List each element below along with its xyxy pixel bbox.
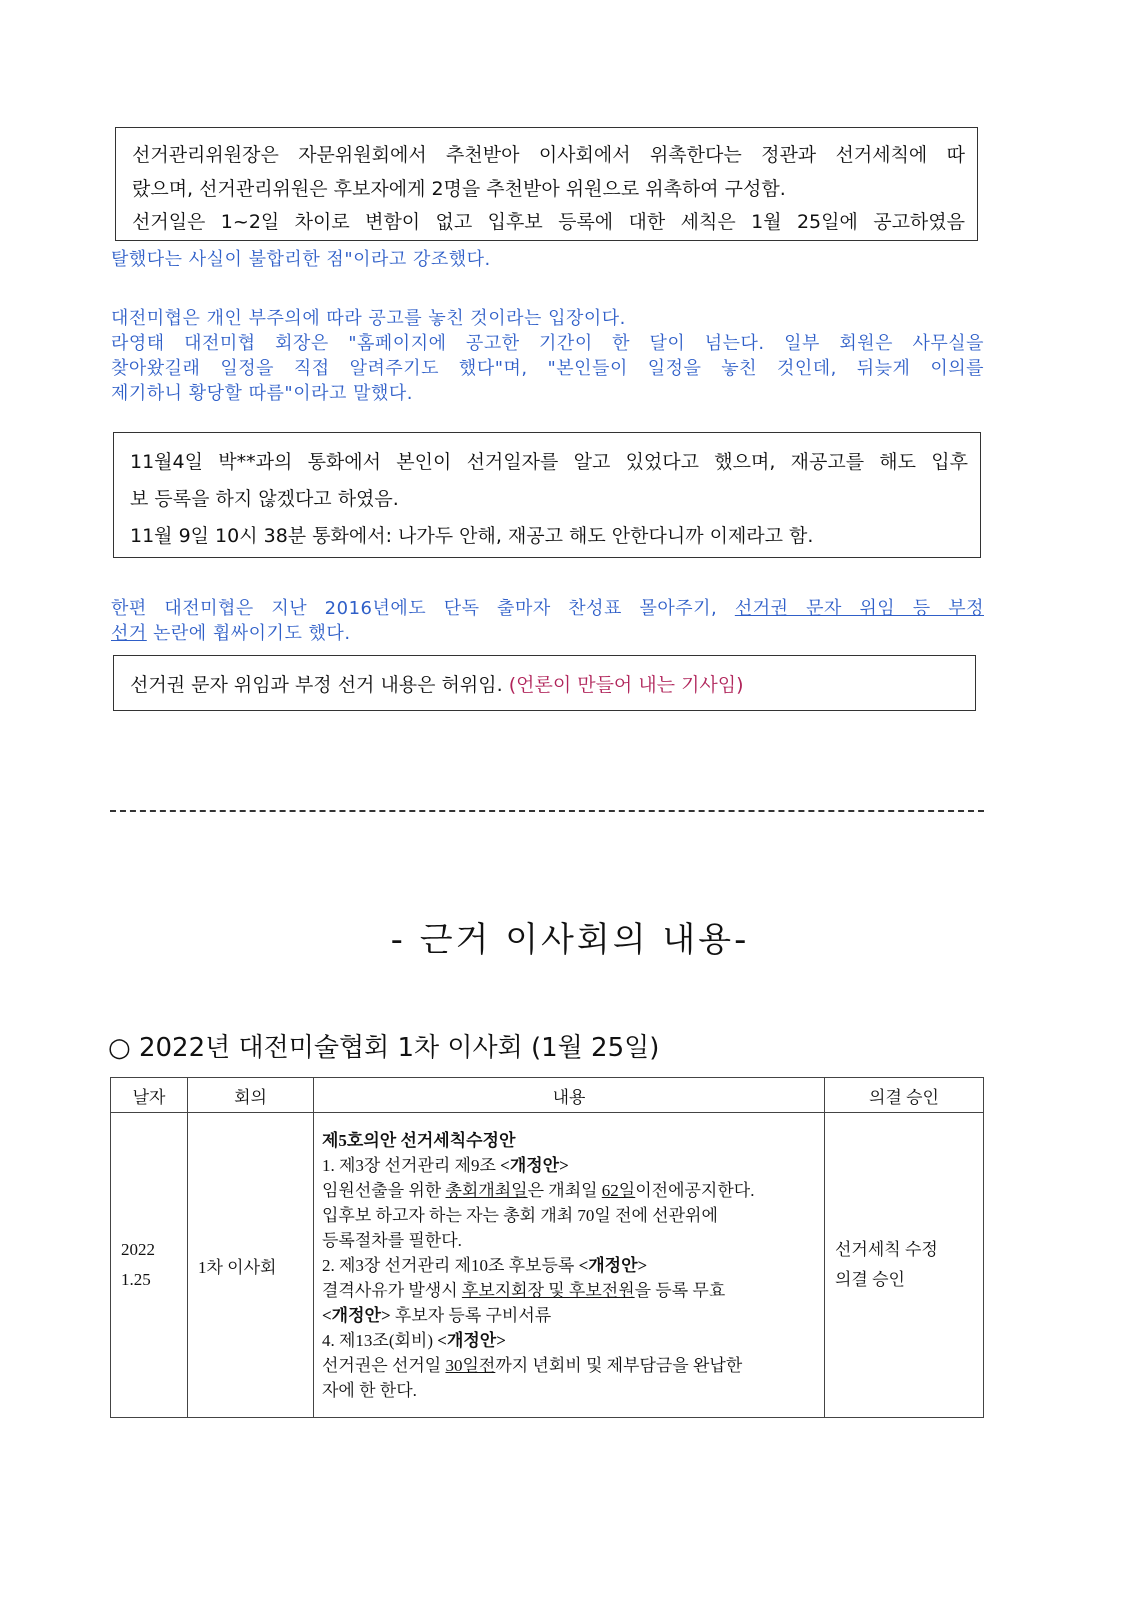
content-item-4: 4. 제13조(회비) <개정안>: [322, 1330, 506, 1350]
content-item-1-text-2: 입후보 하고자 하는 자는 총회 개최 70일 전에 선관위에: [322, 1205, 718, 1225]
article-text-3-line-2: [111, 619, 984, 645]
cell-meeting: 1차 이사회: [188, 1113, 314, 1418]
section-heading: - 근거 이사회의 내용-: [390, 920, 750, 960]
date-year: 2022: [121, 1240, 155, 1259]
notice-box-2: [113, 432, 981, 558]
section-subheading: ○ 2022년 대전미술협회 1차 이사회 (1월 25일): [108, 1033, 660, 1063]
content-item-2: 2. 제3장 선거관리 제10조 후보등록 <개정안>: [322, 1255, 648, 1275]
content-item-4-text: 선거권은 선거일 30일전까지 년회비 및 제부담금을 완납한: [322, 1355, 743, 1375]
article-text-3-plain-2: 논란에 휩싸이기도 했다.: [146, 623, 351, 644]
table-row: [111, 1113, 984, 1418]
header-meeting: 회의: [188, 1078, 314, 1113]
box1-line-2: 랐으며, 선거관리위원은 후보자에게 2명을 추천받아 위원으로 위촉하여 구성함.: [132, 178, 786, 200]
table-header-row: [111, 1078, 984, 1113]
revision-tag: <개정안>: [437, 1330, 506, 1350]
article-text-3-underlined-2: 선거: [111, 623, 147, 644]
board-meeting-table: [110, 1077, 984, 1418]
article-text-2-line-2: 라영태 대전미협 회장은 "홈페이지에 공고한 기간이 한 달이 넘는다. 일부 회원은 사무실을: [111, 333, 984, 354]
article-text-2-line-1: 대전미협은 개인 부주의에 따라 공고를 놓친 것이라는 입장이다.: [111, 308, 626, 329]
header-content: 내용: [314, 1078, 825, 1113]
box2-line-3: 11월 9일 10시 38분 통화에서: 나가두 안해, 재공고 해도 안한다니까 이제라고 함.: [130, 525, 814, 547]
article-text-2-line-4: 제기하니 황당할 따름"이라고 말했다.: [111, 383, 413, 404]
box1-line-1: 선거관리위원장은 자문위원회에서 추천받아 이사회에서 위촉한다는 정관과 선거세칙에 따: [132, 144, 965, 166]
revision-tag: <개정안>: [500, 1155, 569, 1175]
revision-tag: <개정안>: [578, 1255, 648, 1275]
content-item-2-text-2: <개정안> 후보자 등록 구비서류: [322, 1305, 552, 1325]
cell-content: [314, 1113, 825, 1418]
article-text-3-plain: 한편 대전미협은 지난 2016년에도 단독 출마자 찬성표 몰아주기,: [111, 598, 735, 619]
dashed-divider: [110, 810, 984, 812]
header-approval: 의결 승인: [825, 1078, 984, 1113]
box3-text: 선거권 문자 위임과 부정 선거 내용은 허위임.: [130, 674, 509, 696]
notice-box-1: [115, 127, 978, 241]
article-text-3-line-1: [111, 594, 984, 620]
content-title: 제5호의안 선거세칙수정안: [322, 1130, 516, 1150]
box1-line-3: 선거일은 1~2일 차이로 변함이 없고 입후보 등록에 대한 세칙은 1월 25일에 공고하였음: [132, 211, 965, 233]
content-item-4-text-2: 자에 한 한다.: [322, 1380, 417, 1400]
content-item-1-text-3: 등록절차를 필한다.: [322, 1230, 462, 1250]
box2-line-2: 보 등록을 하지 않겠다고 하였음.: [130, 488, 399, 510]
box3-line: [130, 670, 963, 697]
content-item-1: 1. 제3장 선거관리 제9조 <개정안>: [322, 1155, 569, 1175]
article-text-1: 탈했다는 사실이 불합리한 점"이라고 강조했다.: [111, 249, 491, 270]
revision-tag: <개정안>: [322, 1305, 391, 1325]
cell-approval: [825, 1113, 984, 1418]
date-day: 1.25: [121, 1270, 151, 1289]
content-item-1-text: 임원선출을 위한 총회개최일은 개최일 62일이전에공지한다.: [322, 1180, 755, 1200]
notice-box-3: [113, 655, 976, 711]
box2-line-1: 11월4일 박**과의 통화에서 본인이 선거일자를 알고 있었다고 했으며, 재공고를 해도 입후: [130, 451, 968, 473]
cell-date: [111, 1113, 188, 1418]
approval-line-2: 의결 승인: [835, 1270, 905, 1289]
article-text-3-underlined: 선거권 문자 위임 등 부정: [734, 598, 984, 619]
approval-line-1: 선거세칙 수정: [835, 1240, 938, 1259]
header-date: 날자: [111, 1078, 188, 1113]
content-item-2-text: 결격사유가 발생시 후보지회장 및 후보전원을 등록 무효: [322, 1280, 726, 1300]
box3-highlight: (언론이 만들어 내는 기사임): [508, 674, 744, 696]
article-text-2-line-3: 찾아왔길래 일정을 직접 알려주기도 했다"며, "본인들이 일정을 놓친 것인데, 뒤늦게 이의를: [111, 358, 984, 379]
